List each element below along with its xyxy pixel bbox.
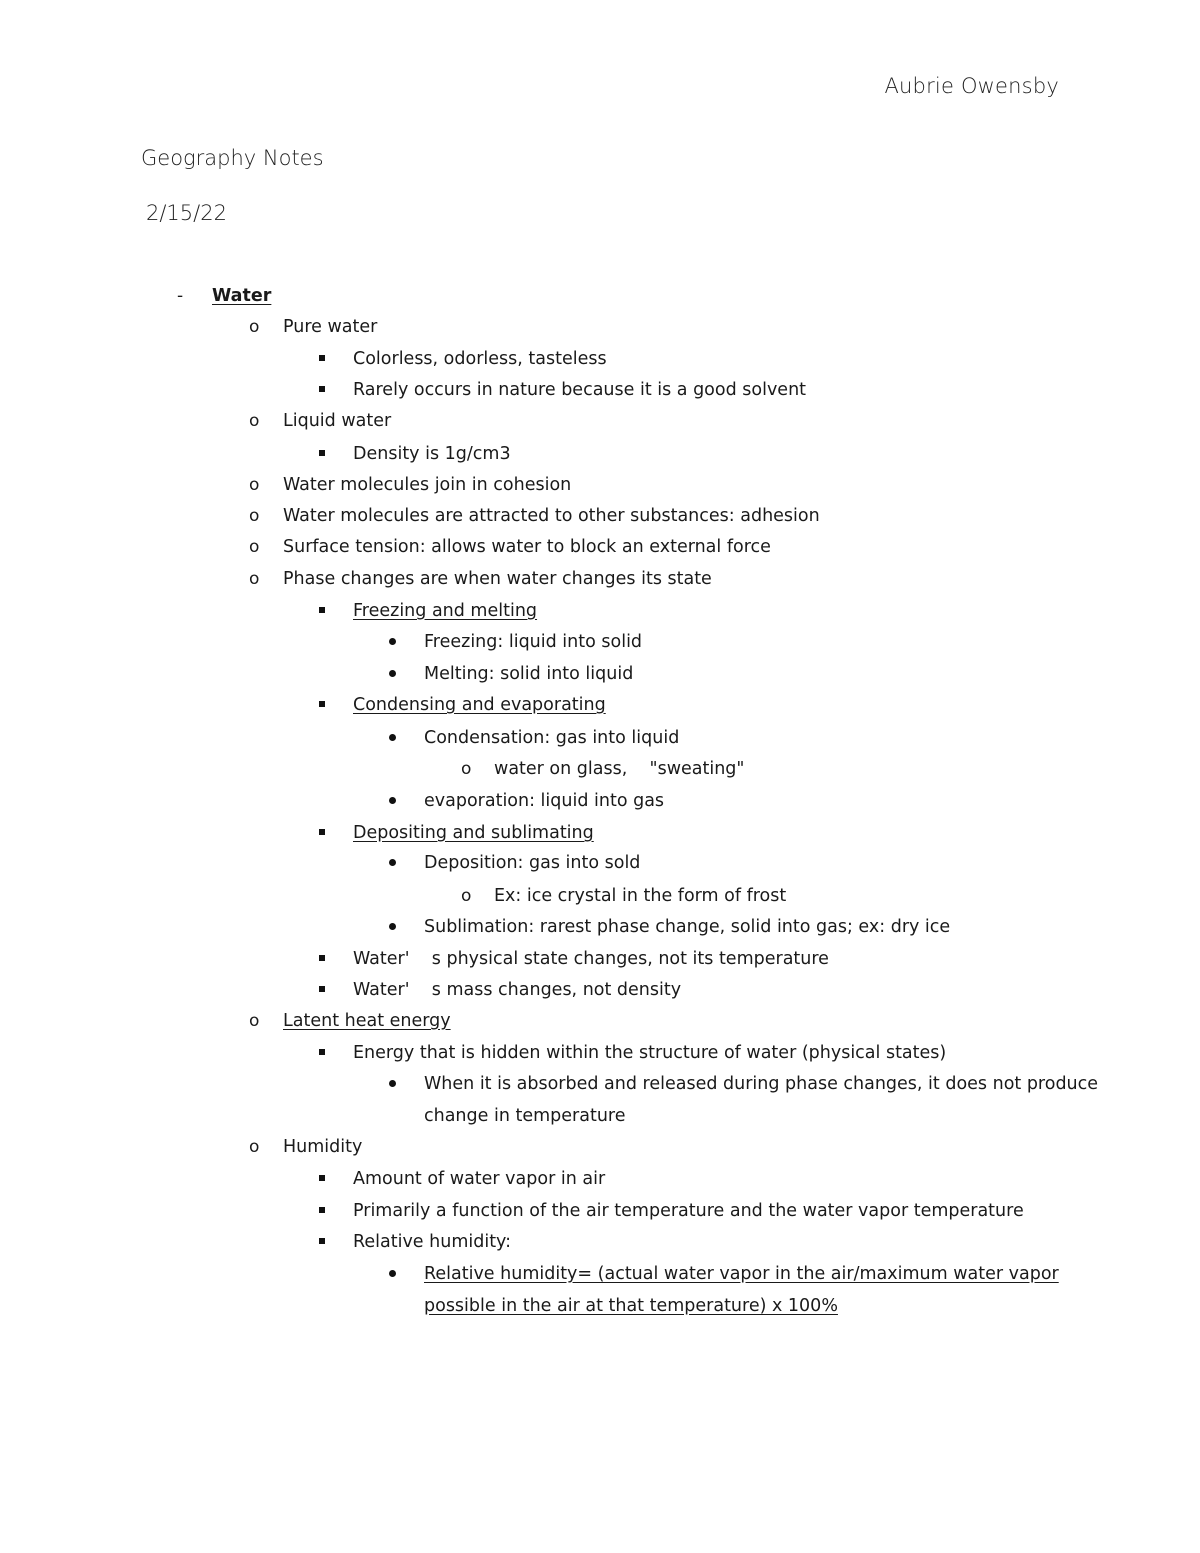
- list-item-continuation: possible in the air at that temperature) x 100%: [424, 1296, 838, 1316]
- list-item: Relative humidity:: [353, 1232, 512, 1252]
- circle-bullet: o: [249, 317, 260, 337]
- list-item: Water molecules are attracted to other substances: adhesion: [283, 506, 820, 526]
- list-item: Humidity: [283, 1137, 363, 1157]
- list-item: Rarely occurs in nature because it is a good solvent: [353, 380, 807, 400]
- list-item: Condensation: gas into liquid: [424, 728, 680, 748]
- circle-bullet: o: [249, 411, 260, 431]
- square-bullet: [319, 607, 325, 613]
- list-item: Deposition: gas into sold: [424, 853, 641, 873]
- list-item: Phase changes are when water changes its state: [283, 569, 712, 589]
- list-item: Liquid water: [283, 411, 392, 431]
- list-item: Water' s physical state changes, not its temperature: [353, 949, 829, 969]
- circle-bullet: o: [461, 886, 472, 906]
- list-item: Depositing and sublimating: [353, 823, 594, 843]
- list-item: Freezing and melting: [353, 601, 538, 621]
- square-bullet: [319, 829, 325, 835]
- circle-bullet: o: [461, 759, 472, 779]
- round-bullet: [389, 923, 396, 930]
- square-bullet: [319, 1049, 325, 1055]
- list-item: Melting: solid into liquid: [424, 664, 634, 684]
- square-bullet: [319, 1238, 325, 1244]
- square-bullet: [319, 955, 325, 961]
- square-bullet: [319, 386, 325, 392]
- list-item: Water molecules join in cohesion: [283, 475, 572, 495]
- circle-bullet: o: [249, 475, 260, 495]
- list-item: Freezing: liquid into solid: [424, 632, 643, 652]
- round-bullet: [389, 1270, 396, 1277]
- list-item: Sublimation: rarest phase change, solid into gas; ex: dry ice: [424, 917, 951, 937]
- circle-bullet: o: [249, 537, 260, 557]
- round-bullet: [389, 734, 396, 741]
- square-bullet: [319, 1175, 325, 1181]
- topic-heading: Water: [212, 286, 272, 306]
- round-bullet: [389, 797, 396, 804]
- list-item: Amount of water vapor in air: [353, 1169, 606, 1189]
- circle-bullet: o: [249, 1011, 260, 1031]
- circle-bullet: o: [249, 1137, 260, 1157]
- page-title: Geography Notes: [141, 146, 324, 170]
- square-bullet: [319, 450, 325, 456]
- dash-bullet: -: [177, 286, 184, 306]
- circle-bullet: o: [249, 569, 260, 589]
- list-item: Water' s mass changes, not density: [353, 980, 682, 1000]
- list-item: water on glass, "sweating": [494, 759, 745, 779]
- round-bullet: [389, 859, 396, 866]
- round-bullet: [389, 1080, 396, 1087]
- author-name: Aubrie Owensby: [884, 74, 1059, 98]
- list-item: Pure water: [283, 317, 378, 337]
- circle-bullet: o: [249, 506, 260, 526]
- list-item: Relative humidity= (actual water vapor in the air/maximum water vapor: [424, 1264, 1059, 1284]
- list-item: When it is absorbed and released during phase changes, it does not produce: [424, 1074, 1099, 1094]
- list-item: Density is 1g/cm3: [353, 444, 511, 464]
- list-item: Primarily a function of the air temperature and the water vapor temperature: [353, 1201, 1024, 1221]
- list-item: Condensing and evaporating: [353, 695, 606, 715]
- list-item: evaporation: liquid into gas: [424, 791, 665, 811]
- list-item: Energy that is hidden within the structure of water (physical states): [353, 1043, 947, 1063]
- note-date: 2/15/22: [146, 201, 227, 225]
- square-bullet: [319, 701, 325, 707]
- list-item-continuation: change in temperature: [424, 1106, 626, 1126]
- list-item: Surface tension: allows water to block an external force: [283, 537, 771, 557]
- round-bullet: [389, 638, 396, 645]
- list-item: Latent heat energy: [283, 1011, 451, 1031]
- square-bullet: [319, 1207, 325, 1213]
- list-item: Ex: ice crystal in the form of frost: [494, 886, 787, 906]
- list-item: Colorless, odorless, tasteless: [353, 349, 607, 369]
- square-bullet: [319, 355, 325, 361]
- square-bullet: [319, 986, 325, 992]
- round-bullet: [389, 670, 396, 677]
